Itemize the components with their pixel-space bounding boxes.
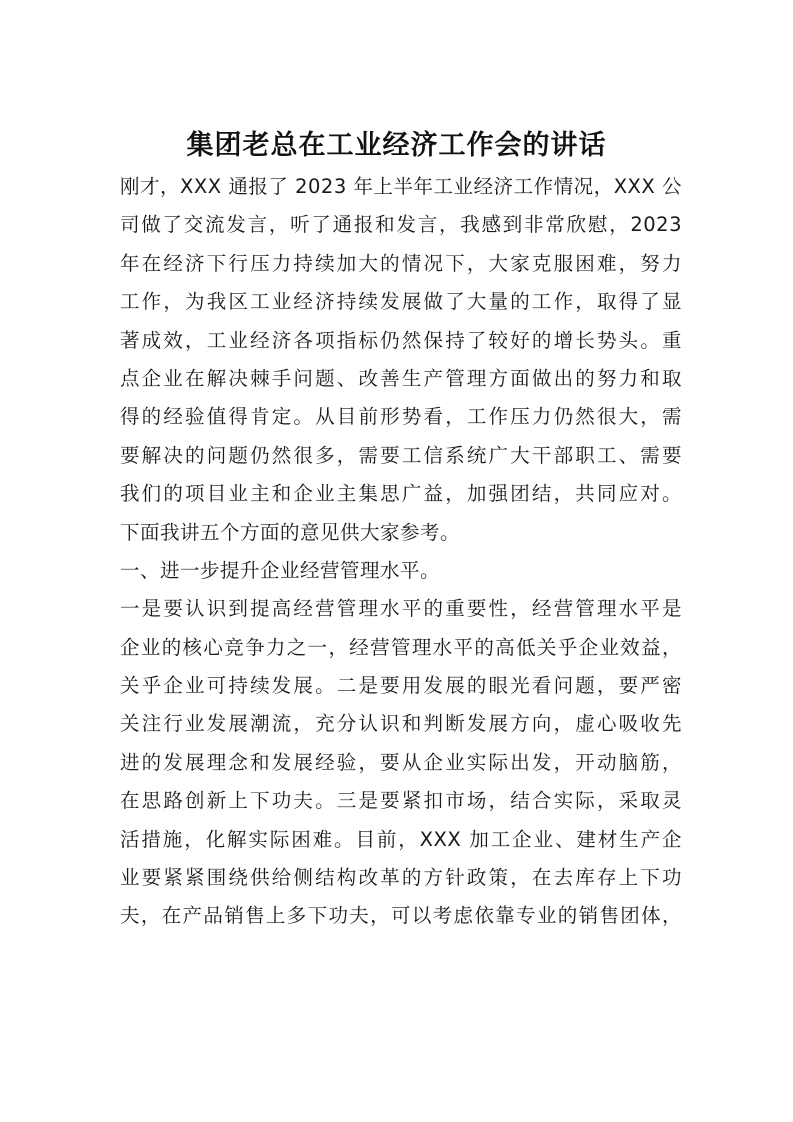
body-line: 进的发展理念和发展经验，要从企业实际出发，开动脑筋， [120,750,682,774]
section-heading: 一、进一步提升企业经营管理水平。 [120,558,441,582]
body-line: 在思路创新上下功夫。三是要紧扣市场，结合实际，采取灵 [120,789,682,813]
body-line: 我们的项目业主和企业主集思广益，加强团结，共同应对。 [120,482,682,506]
body-line: 刚才，XXX 通报了 2023 年上半年工业经济工作情况，XXX 公 [120,175,682,198]
body-line: 关注行业发展潮流，充分认识和判断发展方向，虚心吸收先 [120,712,682,736]
document-title: 集团老总在工业经济工作会的讲话 [186,130,607,161]
body-line: 要解决的问题仍然很多，需要工信系统广大干部职工、需要 [120,443,682,467]
body-line: 点企业在解决棘手问题、改善生产管理方面做出的努力和取 [120,366,682,390]
body-line: 下面我讲五个方面的意见供大家参考。 [120,520,461,544]
body-line: 关乎企业可持续发展。二是要用发展的眼光看问题，要严密 [120,674,682,698]
body-line: 一是要认识到提高经营管理水平的重要性，经营管理水平是 [120,597,682,621]
body-line: 企业的核心竞争力之一，经营管理水平的高低关乎企业效益， [120,635,682,659]
body-line: 工作，为我区工业经济持续发展做了大量的工作，取得了显 [120,290,682,314]
body-line: 司做了交流发言，听了通报和发言，我感到非常欣慰，2023 [120,213,682,237]
body-line: 著成效，工业经济各项指标仍然保持了较好的增长势头。重 [120,328,682,352]
body-line: 活措施，化解实际困难。目前，XXX 加工企业、建材生产企 [120,827,682,851]
body-line: 业要紧紧围绕供给侧结构改革的方针政策，在去库存上下功 [120,866,682,890]
document-body [120,168,682,936]
body-line: 年在经济下行压力持续加大的情况下，大家克服困难，努力 [120,251,682,275]
body-line: 得的经验值得肯定。从目前形势看，工作压力仍然很大，需 [120,405,682,429]
body-line: 夫，在产品销售上多下功夫，可以考虑依靠专业的销售团体， [120,904,682,928]
